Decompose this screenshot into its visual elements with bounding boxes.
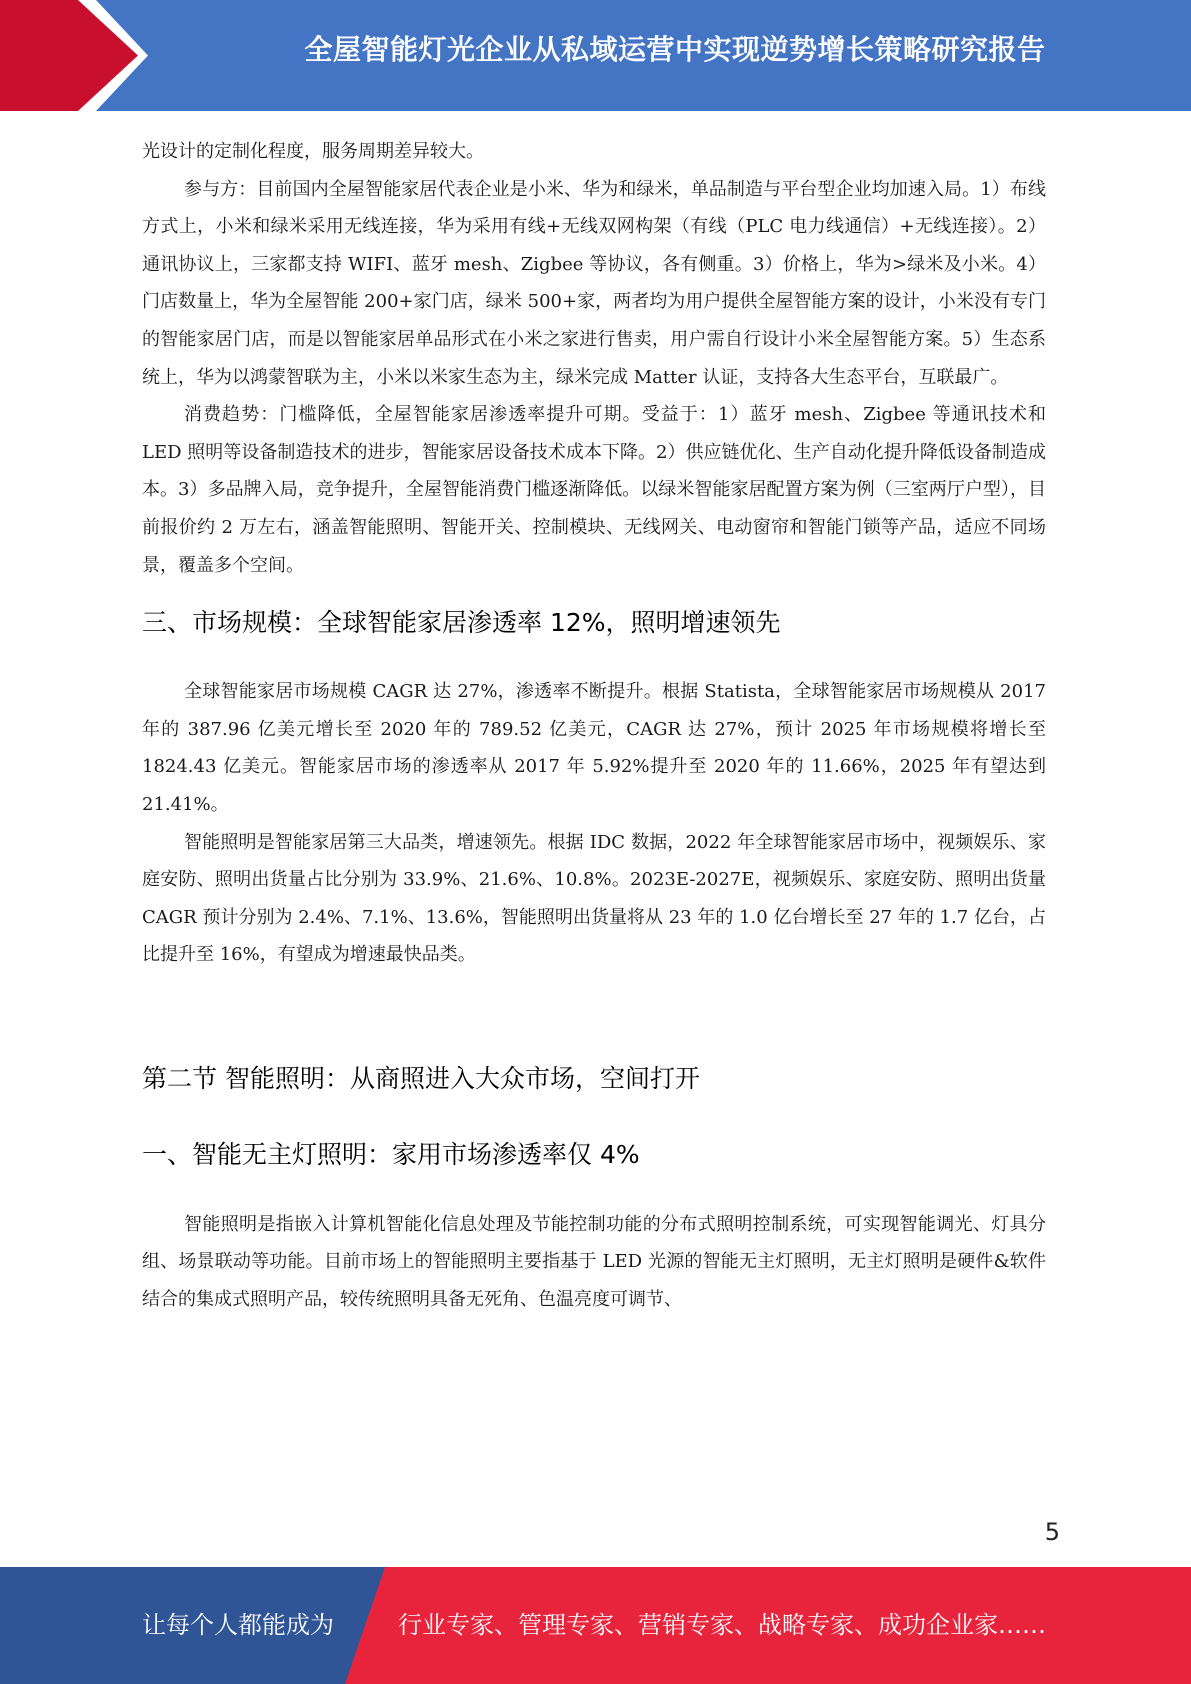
paragraph: 光设计的定制化程度，服务周期差异较大。: [142, 141, 484, 162]
paragraph-consumer-trend: 消费趋势：门槛降低，全屋智能家居渗透率提升可期。受益于：1）蓝牙 mesh、Zigbee 等通讯技术和 LED 照明等设备制造技术的进步，智能家居设备技术成本下降。2）供应链优化、生产自动化提升降低设备制造成本。3）多品牌入局，竞争提升，全屋智能消费门槛逐渐降低。以绿米智能家居配置方案为例（三室两厅户型），目前报价约 2 万左右，涵盖智能照明、智能开关、控制模块、无线网关、电动窗帘和智能门锁等产品，适应不同场景，覆盖多个空间。: [142, 404, 1046, 576]
paragraph-participants: 参与方：目前国内全屋智能家居代表企业是小米、华为和绿米，单品制造与平台型企业均加速入局。1）布线方式上，小米和绿米采用无线连接，华为采用有线+无线双网构架（有线（PLC 电力线通信）+无线连接）。2）通讯协议上，三家都支持 WIFI、蓝牙 mesh、Zigbee 等协议，各有侧重。3）价格上，华为>绿米及小米。4）门店数量上，华为全屋智能 200+家门店，绿米 500+家，两者均为用户提供全屋智能方案的设计，小米没有专门的智能家居门店，而是以智能家居单品形式在小米之家进行售卖，用户需自行设计小米全屋智能方案。5）生态系统上，华为以鸿蒙智联为主，小米以米家生态为主，绿米完成 Matter 认证，支持各大生态平台，互联最广。: [142, 178, 1046, 388]
paragraph-smart-lighting-definition: 智能照明是指嵌入计算机智能化信息处理及节能控制功能的分布式照明控制系统，可实现智能调光、灯具分组、场景联动等功能。目前市场上的智能照明主要指基于 LED 光源的智能无主灯照明，无主灯照明是硬件&软件结合的集成式照明产品，较传统照明具备无死角、色温亮度可调节、: [142, 1213, 1046, 1311]
footer-slogan-right: 行业专家、管理专家、营销专家、战略专家、成功企业家……: [398, 1611, 1046, 1639]
chevron-arrow-icon: [0, 0, 160, 111]
paragraph-smart-lighting-growth: 智能照明是智能家居第三大品类，增速领先。根据 IDC 数据，2022 年全球智能家居市场中，视频娱乐、家庭安防、照明出货量占比分别为 33.9%、21.6%、10.8%。2023E-2027E，视频娱乐、家庭安防、照明出货量 CAGR 预计分别为 2.4%、7.1%、13.6%，智能照明出货量将从 23 年的 1.0 亿台增长至 27 年的 1.7 亿台，占比提升至 16%，有望成为增速最快品类。: [142, 831, 1046, 966]
heading-no-main-light: 一、智能无主灯照明：家用市场渗透率仅 4%: [142, 1139, 640, 1169]
report-title: 全屋智能灯光企业从私域运营中实现逆势增长策略研究报告: [304, 33, 1046, 66]
page-header: [0, 0, 1191, 111]
document-body: [142, 133, 1046, 1319]
heading-section-two: 第二节 智能照明：从商照进入大众市场，空间打开: [142, 1063, 700, 1093]
heading-market-size: 三、市场规模：全球智能家居渗透率 12%，照明增速领先: [142, 608, 781, 638]
page-number: 5: [1044, 1518, 1060, 1546]
page-footer: [0, 1567, 1191, 1684]
paragraph-global-market: 全球智能家居市场规模 CAGR 达 27%，渗透率不断提升。根据 Statista，全球智能家居市场规模从 2017 年的 387.96 亿美元增长至 2020 年的 789.52 亿美元，CAGR 达 27%，预计 2025 年市场规模将增长至 1824.43 亿美元。智能家居市场的渗透率从 2017 年 5.92%提升至 2020 年的 11.66%，2025 年有望达到 21.41%。: [142, 681, 1046, 815]
footer-slogan-left: 让每个人都能成为: [142, 1611, 334, 1639]
